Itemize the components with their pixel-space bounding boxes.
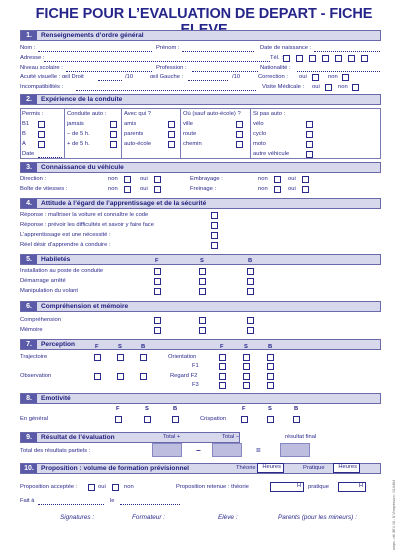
oui-label: oui — [288, 176, 296, 182]
sur-dix-label: /10 — [125, 74, 134, 80]
section-8-header — [20, 393, 381, 404]
embrayage-oui-checkbox[interactable] — [302, 176, 309, 183]
s-checkbox[interactable] — [243, 363, 250, 370]
habilete-item: Installation au poste de conduite — [20, 268, 104, 274]
permis-a: A — [22, 141, 26, 147]
oui-label: oui — [98, 484, 106, 490]
si-velo: vélo — [253, 121, 264, 127]
tel-digit-box[interactable] — [322, 55, 329, 62]
heures-unit: Heures — [262, 464, 281, 470]
s-checkbox[interactable] — [267, 416, 274, 423]
non-label: non — [108, 186, 118, 192]
theorie-heures-box[interactable] — [257, 463, 284, 473]
jamais-checkbox[interactable] — [110, 121, 117, 128]
oeil-droit-field[interactable] — [98, 80, 122, 81]
section-number: 8. — [21, 394, 37, 403]
section-number: 7. — [21, 340, 37, 349]
b-checkbox[interactable] — [172, 416, 179, 423]
s-checkbox[interactable] — [117, 373, 124, 380]
s-checkbox[interactable] — [144, 416, 151, 423]
section-title: Connaissance du véhicule — [41, 164, 124, 171]
permis-a-checkbox[interactable] — [38, 141, 45, 148]
acceptee-oui-checkbox[interactable] — [88, 484, 95, 491]
ou-label: Où (sauf auto-école) ? — [183, 111, 241, 117]
boite-non-checkbox[interactable] — [124, 186, 131, 193]
direction-oui-checkbox[interactable] — [154, 176, 161, 183]
section-number: 6. — [21, 302, 37, 311]
pratique-label: pratique — [308, 484, 329, 490]
tel-digit-box[interactable] — [283, 55, 290, 62]
f-checkbox[interactable] — [154, 327, 161, 334]
col-s: S — [200, 258, 204, 264]
f-checkbox[interactable] — [219, 373, 226, 380]
route-checkbox[interactable] — [236, 131, 243, 138]
auto-ecole-checkbox[interactable] — [168, 141, 175, 148]
permis-label: Permis : — [22, 111, 44, 117]
attitude-item: Réel désir d’apprendre à conduire : — [20, 242, 111, 248]
non-label: non — [124, 484, 134, 490]
memoire-item: Mémoire — [20, 327, 43, 333]
si-cyclo: cyclo — [253, 131, 267, 137]
boite-label: Boîte de vitesses : — [20, 186, 68, 192]
form-title: FICHE POUR L’EVALUATION DE DEPART - FICHE — [35, 6, 373, 22]
section-title: Compréhension et mémoire — [41, 303, 129, 310]
col-s: S — [244, 344, 248, 350]
b-checkbox[interactable] — [247, 327, 254, 334]
attitude-checkbox[interactable] — [211, 232, 218, 239]
section-4-header — [20, 198, 381, 209]
s-checkbox[interactable] — [199, 268, 206, 275]
b-checkbox[interactable] — [267, 354, 274, 361]
ville-checkbox[interactable] — [236, 121, 243, 128]
col-b: B — [268, 344, 273, 350]
s-checkbox[interactable] — [199, 317, 206, 324]
f-checkbox[interactable] — [154, 317, 161, 324]
b-checkbox[interactable] — [247, 288, 254, 295]
prenom-field[interactable] — [182, 51, 254, 52]
permis-b1-checkbox[interactable] — [38, 121, 45, 128]
habilete-item: Manipulation du volant — [20, 288, 79, 294]
cyclo-checkbox[interactable] — [306, 131, 313, 138]
non-label: non — [258, 186, 268, 192]
col-s: S — [145, 406, 149, 412]
section-10-header — [20, 463, 381, 474]
section-number: 3. — [21, 163, 37, 172]
total-moins-label: Total − — [222, 434, 240, 440]
moto-checkbox[interactable] — [306, 141, 313, 148]
f-checkbox[interactable] — [154, 268, 161, 275]
b-checkbox[interactable] — [267, 373, 274, 380]
pratique-heures-box[interactable] — [333, 463, 360, 473]
oui-label: oui — [140, 176, 148, 182]
section-3-header — [20, 162, 381, 173]
si-pas-auto-label: Si pas auto : — [253, 111, 286, 117]
col-b: B — [248, 258, 253, 264]
attitude-item: Réponse : prévoir les difficultés et savoir y faire face — [20, 222, 154, 228]
formateur-signature-label: Formateur : — [132, 514, 166, 521]
section-1-header — [20, 30, 381, 41]
column-divider — [180, 108, 181, 159]
profession-field[interactable] — [192, 71, 258, 72]
pratique-label: Pratique — [303, 465, 325, 471]
non-label: non — [338, 84, 348, 90]
plus-5h-checkbox[interactable] — [110, 141, 117, 148]
tel-digit-box[interactable] — [348, 55, 355, 62]
conduite-plus-5h: + de 5 h. — [67, 141, 90, 147]
section-number: 9. — [21, 433, 37, 442]
nom-label: Nom : — [20, 45, 36, 51]
col-b: B — [141, 344, 146, 350]
f-checkbox[interactable] — [219, 382, 226, 389]
permis-b: B — [22, 131, 26, 137]
h-unit: H — [358, 483, 363, 489]
h-unit: H — [296, 483, 301, 489]
embrayage-label: Embrayage : — [190, 176, 223, 182]
section-title: Résultat de l’évaluation — [41, 434, 115, 441]
autre-vehicule-checkbox[interactable] — [306, 151, 313, 158]
acceptee-non-checkbox[interactable] — [112, 484, 119, 491]
correction-label: Correction : — [258, 74, 288, 80]
permis-b1: B1 — [22, 121, 30, 127]
tel-digit-box[interactable] — [361, 55, 368, 62]
tel-digit-box[interactable] — [335, 55, 342, 62]
habilete-item: Démarrage arrêté — [20, 278, 66, 284]
b-checkbox[interactable] — [247, 268, 254, 275]
s-checkbox[interactable] — [199, 278, 206, 285]
nom-field[interactable] — [38, 51, 152, 52]
avec-amis: amis — [124, 121, 137, 127]
f3-label: F3 — [192, 382, 199, 388]
attitude-item: L’apprentissage est une nécessité : — [20, 232, 111, 238]
fait-a-label: Fait à — [20, 498, 35, 504]
profession-label: Profession : — [156, 65, 187, 71]
section-6-header — [20, 301, 381, 312]
ou-chemin: chemin — [183, 141, 202, 147]
oui-label: oui — [312, 84, 320, 90]
eleve-signature-label: Elève : — [218, 514, 238, 521]
date-naissance-label: Date de naissance : — [260, 45, 312, 51]
non-label: non — [108, 176, 118, 182]
direction-non-checkbox[interactable] — [124, 176, 131, 183]
minus-sign: − — [196, 446, 201, 455]
visite-label: Visite Médicale : — [262, 84, 305, 90]
si-moto: moto — [253, 141, 266, 147]
direction-label: Direction : — [20, 176, 47, 182]
oui-label: oui — [288, 186, 296, 192]
f-checkbox[interactable] — [94, 373, 101, 380]
trajectoire-label: Trajectoire — [20, 354, 48, 360]
crispation-label: Crispation — [200, 416, 227, 422]
equals-sign: = — [256, 446, 261, 455]
niveau-field[interactable] — [66, 71, 152, 72]
conduite-jamais: jamais — [67, 121, 84, 127]
col-b: B — [294, 406, 299, 412]
freinage-label: Freinage : — [190, 186, 217, 192]
niveau-label: Niveau scolaire : — [20, 65, 63, 71]
signatures-label: Signatures : — [60, 514, 95, 521]
total-plus-label: Total + — [163, 434, 181, 440]
non-label: non — [258, 176, 268, 182]
conduite-auto-label: Conduite auto : — [67, 111, 107, 117]
section-title: Proposition : volume de formation prévisionnel — [41, 465, 190, 472]
date-naissance-field[interactable] — [314, 51, 380, 52]
amis-checkbox[interactable] — [168, 121, 175, 128]
proposition-acceptee-label: Proposition acceptée : — [20, 484, 78, 490]
incompat-field[interactable] — [76, 90, 256, 91]
correction-non-checkbox[interactable] — [342, 74, 349, 81]
comprehension-item: Compréhension — [20, 317, 61, 323]
sur-dix-label: /10 — [232, 74, 241, 80]
incompat-label: Incompatibilités : — [20, 84, 64, 90]
en-general-label: En général — [20, 416, 49, 422]
b-checkbox[interactable] — [293, 416, 300, 423]
col-f: F — [116, 406, 120, 412]
chemin-checkbox[interactable] — [236, 141, 243, 148]
s-checkbox[interactable] — [243, 354, 250, 361]
visite-oui-checkbox[interactable] — [325, 84, 332, 91]
oui-label: oui — [299, 74, 307, 80]
print-reference: ampo - réf. 8E ti 08 - N°d'impression : 03-6464 — [392, 480, 396, 550]
section-2-header — [20, 94, 381, 105]
freinage-oui-checkbox[interactable] — [302, 186, 309, 193]
s-checkbox[interactable] — [243, 382, 250, 389]
section-number: 1. — [21, 31, 37, 40]
fait-a-field[interactable] — [38, 504, 104, 505]
b-checkbox[interactable] — [140, 373, 147, 380]
tel-digit-box[interactable] — [309, 55, 316, 62]
attitude-checkbox[interactable] — [211, 212, 218, 219]
column-divider — [250, 108, 251, 159]
le-date-field[interactable] — [120, 504, 180, 505]
observation-label: Observation — [20, 373, 52, 379]
nationalite-field[interactable] — [297, 71, 380, 72]
s-checkbox[interactable] — [199, 327, 206, 334]
retenue-pratique-box[interactable] — [338, 482, 366, 492]
resultat-final-label: résultat final — [285, 434, 317, 440]
section-title: Expérience de la conduite — [41, 96, 123, 103]
boite-oui-checkbox[interactable] — [154, 186, 161, 193]
section-title: Habiletés — [41, 256, 71, 263]
moins-5h-checkbox[interactable] — [110, 131, 117, 138]
column-divider — [121, 108, 122, 159]
adresse-label: Adresse : — [20, 55, 45, 61]
ou-ville: ville — [183, 121, 193, 127]
oui-label: oui — [140, 186, 148, 192]
avec-auto-ecole: auto-école — [124, 141, 152, 147]
section-7-header — [20, 339, 381, 350]
le-label: le — [110, 498, 115, 504]
heures-unit: Heures — [338, 464, 357, 470]
acuite-label: Acuité visuelle : œil Droit — [20, 74, 84, 80]
section-title: Attitude à l’égard de l’apprentissage et de la sécurité — [41, 200, 207, 207]
parents-signature-label: Parents (pour les mineurs) : — [278, 514, 357, 521]
retenue-theorie-box[interactable] — [270, 482, 304, 492]
b-checkbox[interactable] — [247, 278, 254, 285]
freinage-non-checkbox[interactable] — [274, 186, 281, 193]
col-f: F — [220, 344, 224, 350]
attitude-item: Réponse : maîtriser la voiture et connaître le code — [20, 212, 149, 218]
permis-b-checkbox[interactable] — [38, 131, 45, 138]
non-label: non — [328, 74, 338, 80]
proposition-retenue-label: Proposition retenue : théorie — [176, 484, 249, 490]
f-checkbox[interactable] — [115, 416, 122, 423]
s-checkbox[interactable] — [117, 354, 124, 361]
total-moins-box[interactable] — [212, 443, 242, 457]
correction-oui-checkbox[interactable] — [312, 74, 319, 81]
section-title: Emotivité — [41, 395, 71, 402]
b-checkbox[interactable] — [267, 382, 274, 389]
total-partiels-label: Total des résultats partiels : — [20, 448, 91, 454]
b-checkbox[interactable] — [247, 317, 254, 324]
s-checkbox[interactable] — [243, 373, 250, 380]
f-checkbox[interactable] — [154, 288, 161, 295]
col-f: F — [155, 258, 159, 264]
section-number: 2. — [21, 95, 37, 104]
oeil-gauche-field[interactable] — [188, 80, 228, 81]
avec-parents: parents — [124, 131, 144, 137]
nationalite-label: Nationalité : — [260, 65, 291, 71]
f-checkbox[interactable] — [219, 363, 226, 370]
b-checkbox[interactable] — [267, 363, 274, 370]
permis-date-field[interactable] — [38, 157, 62, 158]
f-checkbox[interactable] — [94, 354, 101, 361]
prenom-label: Prénom : — [156, 45, 180, 51]
ou-route: route — [183, 131, 197, 137]
f-checkbox[interactable] — [241, 416, 248, 423]
col-f: F — [95, 344, 99, 350]
total-plus-box[interactable] — [152, 443, 182, 457]
resultat-final-box[interactable] — [280, 443, 310, 457]
f-checkbox[interactable] — [154, 278, 161, 285]
velo-checkbox[interactable] — [306, 121, 313, 128]
f1-label: F1 — [192, 363, 199, 369]
embrayage-non-checkbox[interactable] — [274, 176, 281, 183]
section-number: 4. — [21, 199, 37, 208]
conduite-moins-5h: − de 5 h. — [67, 131, 90, 137]
section-number: 5. — [21, 255, 37, 264]
col-f: F — [242, 406, 246, 412]
section-title: Renseignements d’ordre général — [41, 32, 144, 39]
regard-f2-label: Regard F2 — [170, 373, 198, 379]
col-b: B — [173, 406, 178, 412]
col-s: S — [268, 406, 272, 412]
section-title: Perception — [41, 341, 76, 348]
oeil-gauche-label: œil Gauche : — [150, 74, 184, 80]
avec-qui-label: Avec qui ? — [124, 111, 151, 117]
section-9-header — [20, 432, 240, 443]
permis-date: Date — [22, 151, 35, 157]
attitude-checkbox[interactable] — [211, 242, 218, 249]
section-number: 10. — [21, 464, 37, 473]
s-checkbox[interactable] — [199, 288, 206, 295]
f-checkbox[interactable] — [219, 354, 226, 361]
theorie-label: Théorie — [236, 465, 256, 471]
parents-checkbox[interactable] — [168, 131, 175, 138]
visite-non-checkbox[interactable] — [352, 84, 359, 91]
column-divider — [64, 108, 65, 159]
attitude-checkbox[interactable] — [211, 222, 218, 229]
orientation-label: Orientation — [168, 354, 197, 360]
tel-label: Tél. : — [270, 55, 283, 61]
tel-digit-box[interactable] — [296, 55, 303, 62]
si-autre: autre véhicule — [253, 151, 290, 157]
adresse-field[interactable] — [44, 61, 270, 62]
col-s: S — [118, 344, 122, 350]
b-checkbox[interactable] — [140, 354, 147, 361]
